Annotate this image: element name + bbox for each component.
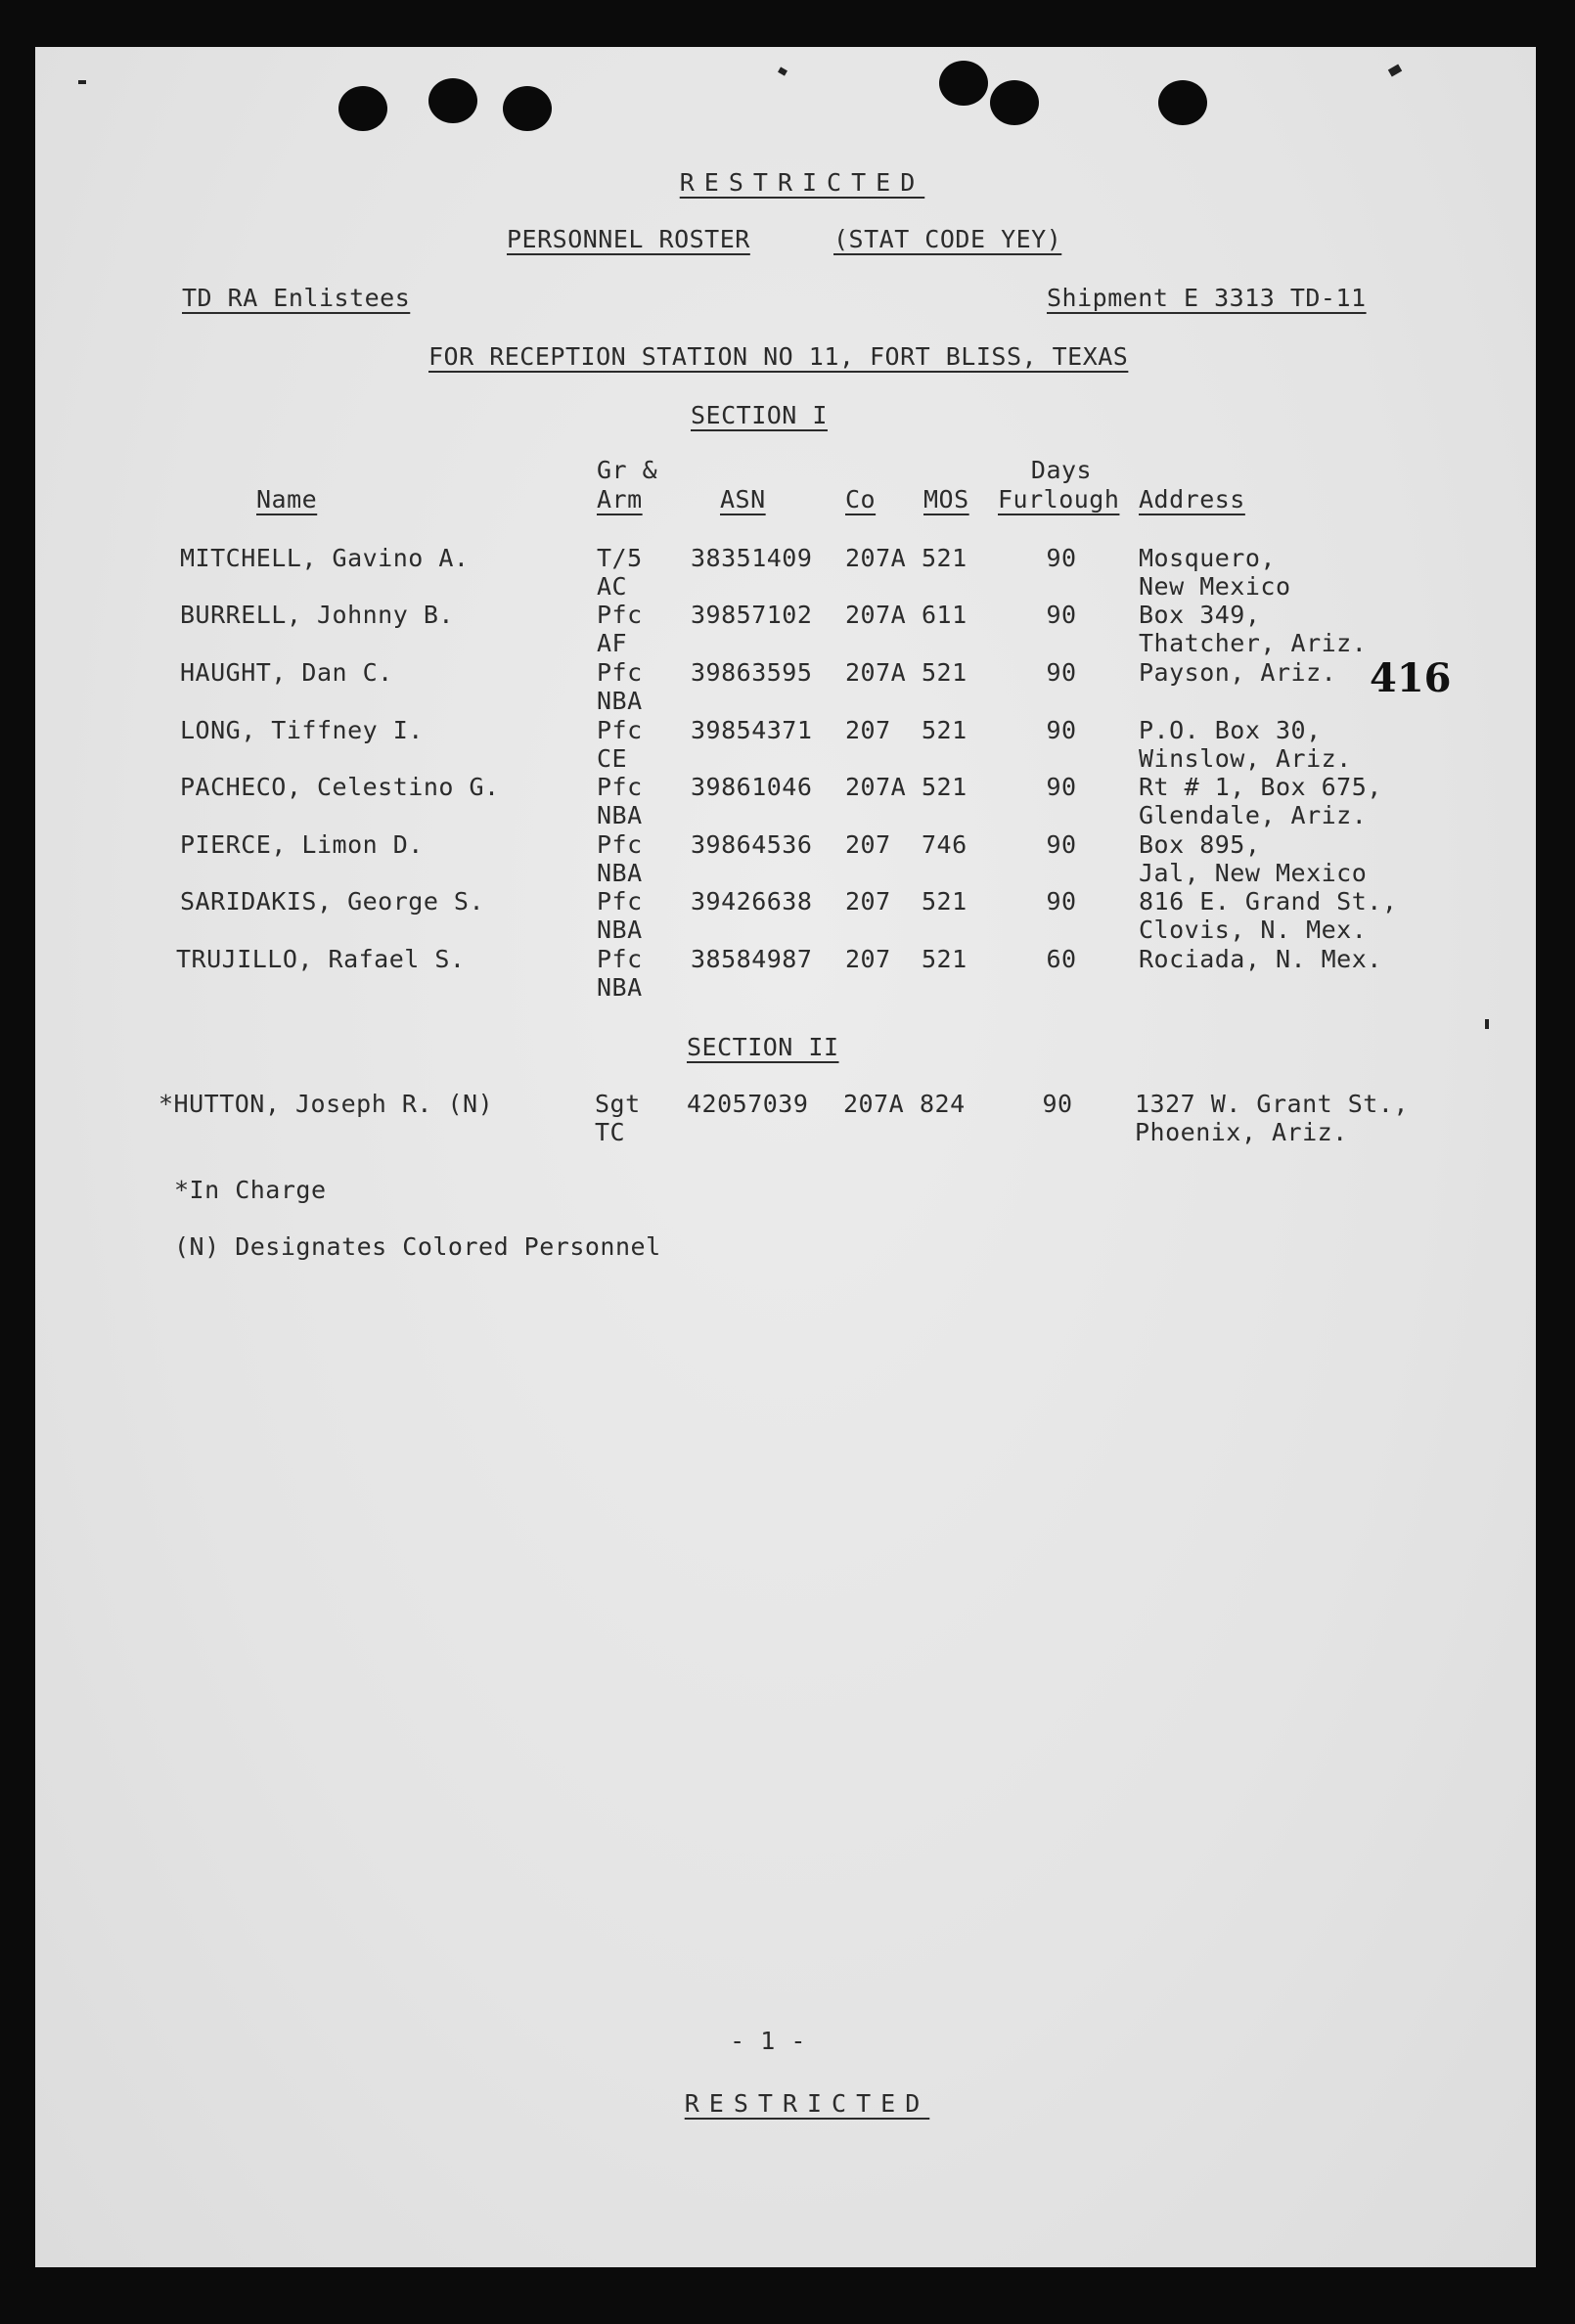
punch-hole [428, 78, 477, 123]
cell-arm: NBA [597, 687, 643, 715]
cell-address-line1: Rociada, N. Mex. [1139, 945, 1382, 973]
cell-co: 207 [845, 887, 891, 916]
cell-address-line2: Clovis, N. Mex. [1139, 916, 1368, 944]
cell-asn: 39857102 [691, 601, 813, 629]
page-stamp: 416 [1370, 655, 1452, 701]
cell-address-line1: P.O. Box 30, [1139, 716, 1322, 744]
cell-days: 90 [1046, 601, 1077, 629]
col-gr-arm-1: Gr & [597, 456, 658, 484]
cell-arm: NBA [597, 916, 643, 944]
cell-arm: AC [597, 572, 628, 601]
cell-arm: TC [595, 1118, 626, 1146]
cell-co: 207A [845, 601, 907, 629]
cell-co: 207 [845, 716, 891, 744]
col-name: Name [256, 485, 318, 514]
cell-asn: 38351409 [691, 544, 813, 572]
cell-grade: Pfc [597, 945, 643, 973]
note-colored-personnel: (N) Designates Colored Personnel [174, 1232, 661, 1261]
cell-name: MITCHELL, Gavino A. [180, 544, 470, 572]
cell-co: 207A [845, 773, 907, 801]
punch-hole [503, 86, 552, 131]
cell-asn: 38584987 [691, 945, 813, 973]
cell-arm: NBA [597, 801, 643, 829]
section-1-title: SECTION I [691, 401, 828, 429]
cell-grade: Pfc [597, 658, 643, 687]
cell-grade: T/5 [597, 544, 643, 572]
destination: FOR RECEPTION STATION NO 11, FORT BLISS, TEXAS [428, 342, 1129, 371]
cell-days: 90 [1046, 887, 1077, 916]
cell-co: 207 [845, 945, 891, 973]
classification-bottom: RESTRICTED [684, 2089, 930, 2118]
cell-name: *HUTTON, Joseph R. (N) [158, 1090, 494, 1118]
cell-name: TRUJILLO, Rafael S. [176, 945, 466, 973]
cell-address-line2: Glendale, Ariz. [1139, 801, 1368, 829]
stat-code: (STAT CODE YEY) [833, 225, 1062, 253]
classification-top: RESTRICTED [679, 168, 925, 197]
cell-days: 60 [1046, 945, 1077, 973]
col-gr-arm-2: Arm [597, 485, 643, 514]
cell-asn: 39863595 [691, 658, 813, 687]
cell-asn: 39426638 [691, 887, 813, 916]
cell-mos: 824 [920, 1090, 966, 1118]
cell-grade: Pfc [597, 716, 643, 744]
cell-co: 207 [845, 830, 891, 859]
section-2-title: SECTION II [687, 1033, 839, 1061]
cell-arm: NBA [597, 973, 643, 1002]
cell-days: 90 [1046, 658, 1077, 687]
note-in-charge: *In Charge [174, 1176, 327, 1204]
cell-arm: AF [597, 629, 628, 657]
document-page [35, 47, 1536, 2267]
punch-hole [990, 80, 1039, 125]
ink-speck [78, 80, 86, 84]
cell-address-line1: Rt # 1, Box 675, [1139, 773, 1382, 801]
cell-mos: 521 [922, 945, 968, 973]
col-address: Address [1139, 485, 1245, 514]
cell-address-line1: 1327 W. Grant St., [1135, 1090, 1409, 1118]
col-days-2: Furlough [998, 485, 1120, 514]
col-days-1: Days [1030, 456, 1093, 484]
cell-co: 207A [845, 544, 907, 572]
cell-address-line1: Payson, Ariz. [1139, 658, 1337, 687]
cell-mos: 521 [922, 716, 968, 744]
cell-name: BURRELL, Johnny B. [180, 601, 454, 629]
cell-name: PIERCE, Limon D. [180, 830, 424, 859]
cell-co: 207A [843, 1090, 905, 1118]
shipment-label: Shipment E 3313 TD-11 [1047, 284, 1367, 312]
cell-address-line2: Phoenix, Ariz. [1135, 1118, 1348, 1146]
cell-name: SARIDAKIS, George S. [180, 887, 485, 916]
punch-hole [338, 86, 387, 131]
cell-days: 90 [1046, 716, 1077, 744]
cell-arm: CE [597, 744, 628, 773]
punch-hole [939, 61, 988, 106]
cell-grade: Pfc [597, 601, 643, 629]
cell-asn: 39861046 [691, 773, 813, 801]
cell-days: 90 [1046, 544, 1077, 572]
cell-address-line1: Mosquero, [1139, 544, 1276, 572]
cell-address-line2: Thatcher, Ariz. [1139, 629, 1368, 657]
cell-address-line1: Box 349, [1139, 601, 1261, 629]
cell-asn: 42057039 [687, 1090, 809, 1118]
cell-mos: 611 [922, 601, 968, 629]
roster-title: PERSONNEL ROSTER [507, 225, 750, 253]
cell-asn: 39864536 [691, 830, 813, 859]
cell-address-line2: Jal, New Mexico [1139, 859, 1368, 887]
cell-name: HAUGHT, Dan C. [180, 658, 393, 687]
cell-days: 90 [1042, 1090, 1073, 1118]
cell-mos: 521 [922, 544, 968, 572]
cell-mos: 521 [922, 658, 968, 687]
page-number: - 1 - [730, 2027, 806, 2055]
col-co: Co [845, 485, 877, 514]
col-asn: ASN [720, 485, 766, 514]
cell-address-line1: 816 E. Grand St., [1139, 887, 1398, 916]
cell-mos: 746 [922, 830, 968, 859]
cell-co: 207A [845, 658, 907, 687]
punch-hole [1158, 80, 1207, 125]
cell-grade: Pfc [597, 830, 643, 859]
cell-address-line2: Winslow, Ariz. [1139, 744, 1352, 773]
col-mos: MOS [923, 485, 969, 514]
cell-mos: 521 [922, 887, 968, 916]
cell-name: PACHECO, Celestino G. [180, 773, 500, 801]
cell-grade: Pfc [597, 887, 643, 916]
cell-name: LONG, Tiffney I. [180, 716, 424, 744]
cell-asn: 39854371 [691, 716, 813, 744]
group-label: TD RA Enlistees [182, 284, 411, 312]
cell-address-line1: Box 895, [1139, 830, 1261, 859]
ink-speck [1485, 1019, 1489, 1029]
cell-days: 90 [1046, 773, 1077, 801]
cell-arm: NBA [597, 859, 643, 887]
cell-grade: Sgt [595, 1090, 641, 1118]
cell-address-line2: New Mexico [1139, 572, 1291, 601]
cell-days: 90 [1046, 830, 1077, 859]
cell-grade: Pfc [597, 773, 643, 801]
cell-mos: 521 [922, 773, 968, 801]
